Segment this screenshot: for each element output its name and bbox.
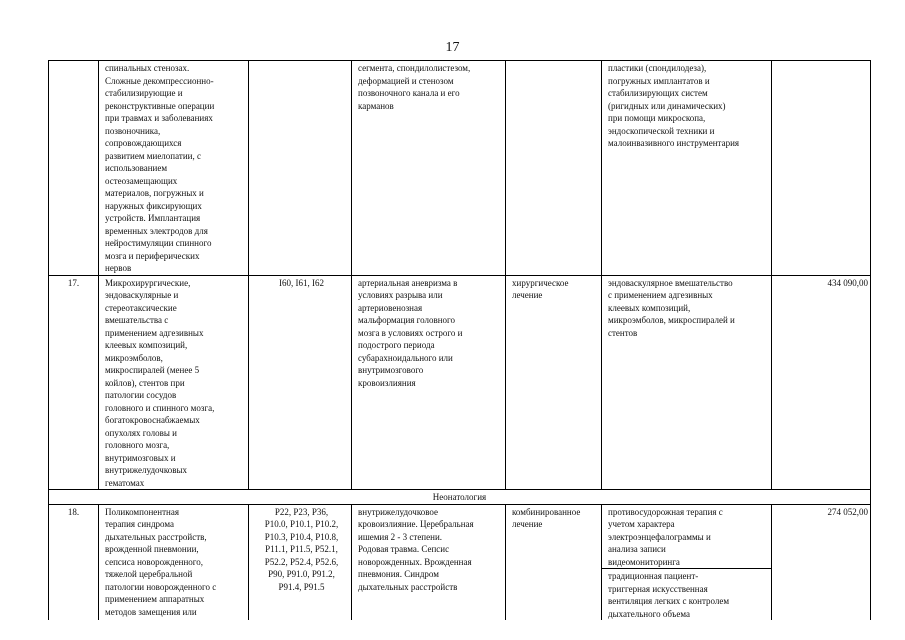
patient-model: артериальная аневризма в условиях разрыва или артериовенозная мальформация головного мозга в условиях острого и подострого периода субарахноидального или внутримозгового кровоизлияния bbox=[352, 275, 506, 490]
section-title: Неонатология bbox=[49, 490, 871, 505]
treatment-method-cell bbox=[602, 504, 772, 620]
page-number: 17 bbox=[445, 40, 460, 55]
treatment-method: противосудорожная терапия с учетом характера электроэнцефалограммы и анализа записи видеомониторинга bbox=[608, 506, 723, 567]
cost bbox=[772, 61, 871, 276]
cost: 434 090,00 bbox=[772, 275, 871, 490]
cost: 274 052,00 bbox=[772, 504, 871, 620]
care-type-name: спинальных стенозах. Сложные декомпрессионно- стабилизирующие и реконструктивные операции при травмах и заболеваниях позвоночника, сопровождающихся развитием миелопатии, с использованием остеозамещающих материалов, погружных и наружных фиксирующих устройств. Имплантация временных электродов для нейростимуляции спинного мозга и периферических нервов bbox=[99, 61, 249, 276]
patient-model: внутрижелудочковое кровоизлияние. Церебральная ишемия 2 - 3 степени. Родовая травма. Сепсис новорожденных. Врожденная пневмония. Синдром дыхательных расстройств bbox=[352, 504, 506, 620]
table-row bbox=[49, 61, 871, 276]
row-number: 18. bbox=[49, 504, 99, 620]
row-number: 17. bbox=[49, 275, 99, 490]
treatment-type: комбинированное лечение bbox=[506, 504, 602, 620]
treatment-type: хирургическое лечение bbox=[506, 275, 602, 490]
treatment-method: пластики (спондилодеза), погружных имплантатов и стабилизирующих систем (ригидных или динамических) при помощи микроскопа, эндоскопической техники и малоинвазивного инструментария bbox=[602, 61, 772, 276]
icd-codes: I60, I61, I62 bbox=[249, 275, 352, 490]
patient-model: сегмента, спондилолистезом, деформацией и стенозом позвоночного канала и его карманов bbox=[352, 61, 506, 276]
table bbox=[48, 60, 871, 620]
treatment-method: эндоваскулярное вмешательство с применением адгезивных клеевых композиций, микроэмболов, микроспиралей и стентов bbox=[602, 275, 772, 490]
care-type-name: Микрохирургические, эндоваскулярные и стереотаксические вмешательства с применением адгезивных клеевых композиций, микроэмболов, микроспиралей (менее 5 койлов), стентов при патологии сосудов головного и спинного мозга, богатокровоснабжаемых опухолях головы и головного мозга, внутримозговых и внутрижелудочковых гематомах bbox=[99, 275, 249, 490]
care-type-name: Поликомпонентная терапия синдрома дыхательных расстройств, врожденной пневмонии, сепсиса новорожденного, тяжелой церебральной патологии новорожденного с применением аппаратных методов замещения или bbox=[99, 504, 249, 620]
row-number bbox=[49, 61, 99, 276]
icd-codes: P22, P23, P36, P10.0, P10.1, P10.2, P10.3, P10.4, P10.8, P11.1, P11.5, P52.1, P52.2, P52.4, P52.6, P90, P91.0, P91.2, P91.4, P91.5 bbox=[249, 504, 352, 620]
treatment-method-extra: традиционная пациент- триггерная искусственная вентиляция легких с контролем дыхательного объема bbox=[602, 568, 771, 620]
icd-codes bbox=[249, 61, 352, 276]
table-row bbox=[49, 504, 871, 620]
section-header-row bbox=[49, 490, 871, 505]
table-row bbox=[49, 275, 871, 490]
treatment-type bbox=[506, 61, 602, 276]
medical-care-table bbox=[48, 60, 870, 619]
